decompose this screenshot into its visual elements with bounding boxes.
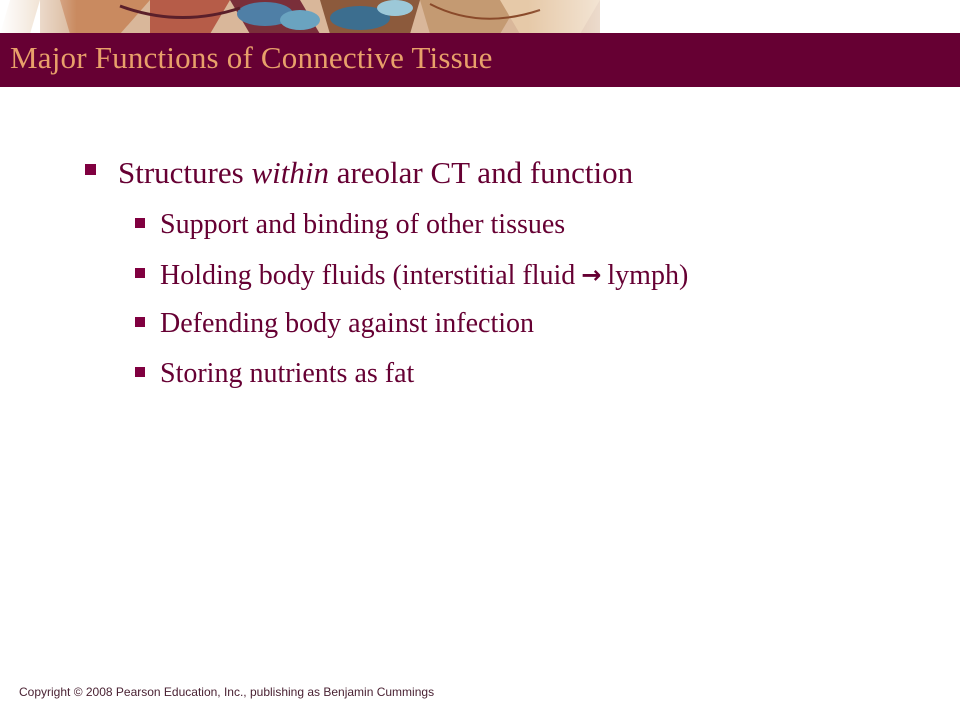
square-bullet-icon (135, 268, 145, 278)
header-micrograph-image (0, 0, 960, 34)
sub-bullet-defending (135, 307, 534, 341)
copyright-footer: Copyright © 2008 Pearson Education, Inc., publishing as Benjamin Cummings (19, 685, 435, 699)
right-arrow-icon: → (581, 261, 602, 289)
square-bullet-icon (85, 164, 96, 175)
sub-bullet-support (135, 208, 565, 242)
sub-bullet-fluids (135, 258, 688, 293)
bullet-main-emphasis: within (251, 155, 329, 190)
square-bullet-icon (135, 218, 145, 228)
sub-bullet-fluids-before: Holding body fluids (interstitial fluid (160, 260, 576, 291)
sub-bullet-label: Defending body against infection (160, 308, 535, 339)
bullet-main-prefix: Structures (118, 155, 252, 190)
sub-bullet-fluids-after: lymph) (607, 260, 689, 291)
bullet-main-text (118, 153, 633, 193)
sub-bullet-fluids-text (160, 258, 688, 293)
sub-bullet-label: Support and binding of other tissues (160, 209, 566, 240)
square-bullet-icon (135, 317, 145, 327)
sub-bullet-storing (135, 357, 414, 391)
sub-bullet-label: Storing nutrients as fat (160, 358, 415, 389)
square-bullet-icon (135, 367, 145, 377)
slide-title: Major Functions of Connective Tissue (10, 40, 493, 75)
bullet-main (85, 153, 633, 193)
bullet-main-suffix: areolar CT and function (328, 155, 634, 190)
